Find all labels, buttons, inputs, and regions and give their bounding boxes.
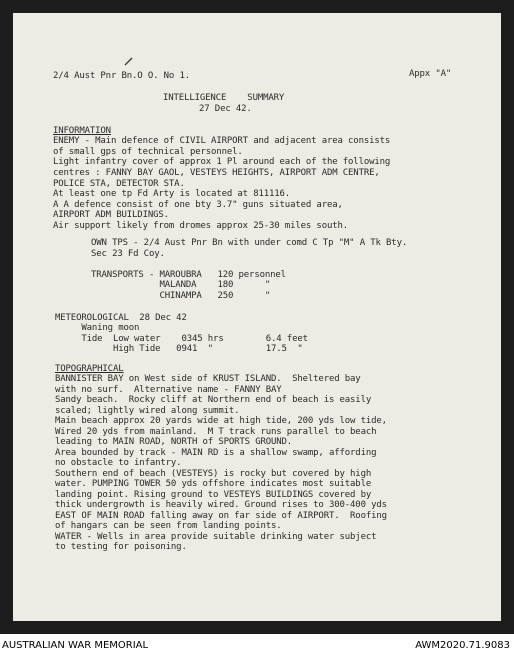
information-line: AIRPORT ADM BUILDINGS.	[53, 210, 169, 220]
archive-name: AUSTRALIAN WAR MEMORIAL	[2, 640, 149, 651]
information-line: At least one tp Fd Arty is located at 811116.	[53, 189, 291, 199]
information-line: A A defence consist of one bty 3.7" guns situated area,	[53, 200, 343, 210]
information-line: of small gps of technical personnel.	[53, 147, 243, 157]
archive-reference: AWM2020.71.9083	[415, 640, 510, 651]
topographical-line: to testing for poisoning.	[55, 542, 187, 552]
topographical-line: Sandy beach. Rocky cliff at Northern end of beach is easily	[55, 395, 372, 405]
information-heading: INFORMATION	[53, 126, 111, 136]
information-line: ENEMY - Main defence of CIVIL AIRPORT and adjacent area consists	[53, 136, 391, 146]
meteorological-line: Tide Low water 0345 hrs 6.4 feet	[55, 334, 308, 344]
topographical-line: water. PUMPING TOWER 50 yds offshore indicates most suitable	[55, 479, 372, 489]
topographical-line: Main beach approx 20 yards wide at high tide, 200 yds low tide,	[55, 416, 387, 426]
topographical-heading: TOPOGRAPHICAL	[55, 364, 124, 374]
meteorological-line: METEOROLOGICAL 28 Dec 42	[55, 313, 187, 323]
page-title: INTELLIGENCE SUMMARY	[163, 93, 285, 103]
topographical-line: BANNISTER BAY on West side of KRUST ISLAND. Sheltered bay	[55, 374, 361, 384]
transports-line: MALANDA 180 "	[91, 280, 271, 290]
transports-line: CHINAMPA 250 "	[91, 291, 271, 301]
own-troops-line: OWN TPS - 2/4 Aust Pnr Bn with under comd C Tp "M" A Tk Bty.	[91, 238, 408, 248]
information-line: Light infantry cover of approx 1 Pl around each of the following	[53, 157, 391, 167]
archive-footer	[0, 638, 514, 653]
topographical-line: Southern end of beach (VESTEYS) is rocky but covered by high	[55, 469, 372, 479]
pen-mark	[124, 57, 134, 67]
transports-line: TRANSPORTS - MAROUBRA 120 personnel	[91, 270, 286, 280]
topographical-line: leading to MAIN ROAD, NORTH of SPORTS GROUND.	[55, 437, 293, 447]
topographical-line: EAST OF MAIN ROAD falling away on far side of AIRPORT. Roofing	[55, 511, 387, 521]
appendix-label: Appx "A"	[409, 69, 452, 79]
topographical-line: scaled; lightly wired along summit.	[55, 406, 240, 416]
topographical-line: Wired 20 yds from mainland. M T track runs parallel to beach	[55, 427, 377, 437]
topographical-line: with no surf. Alternative name - FANNY BAY	[55, 385, 282, 395]
topographical-line: WATER - Wells in area provide suitable drinking water subject	[55, 532, 377, 542]
own-troops-line: Sec 23 Fd Coy.	[91, 249, 165, 259]
topographical-line: no obstacle to infantry.	[55, 458, 182, 468]
topographical-line: landing point. Rising ground to VESTEYS BUILDINGS covered by	[55, 490, 372, 500]
document-page	[13, 13, 501, 621]
document-date: 27 Dec 42.	[199, 104, 252, 114]
document-reference: 2/4 Aust Pnr Bn.O O. No 1.	[53, 71, 190, 81]
information-line: centres : FANNY BAY GAOL, VESTEYS HEIGHTS, AIRPORT ADM CENTRE,	[53, 168, 380, 178]
topographical-line: thick undergrowth is heavily wired. Ground rises to 300-400 yds	[55, 500, 387, 510]
meteorological-line: High Tide 0941 " 17.5 "	[55, 344, 303, 354]
information-line: Air support likely from dromes approx 25-30 miles south.	[53, 221, 349, 231]
topographical-line: Area bounded by track - MAIN RD is a shallow swamp, affording	[55, 448, 377, 458]
topographical-line: of hangars can be seen from landing points.	[55, 521, 282, 531]
information-line: POLICE STA, DETECTOR STA.	[53, 179, 185, 189]
meteorological-line: Waning moon	[55, 323, 140, 333]
